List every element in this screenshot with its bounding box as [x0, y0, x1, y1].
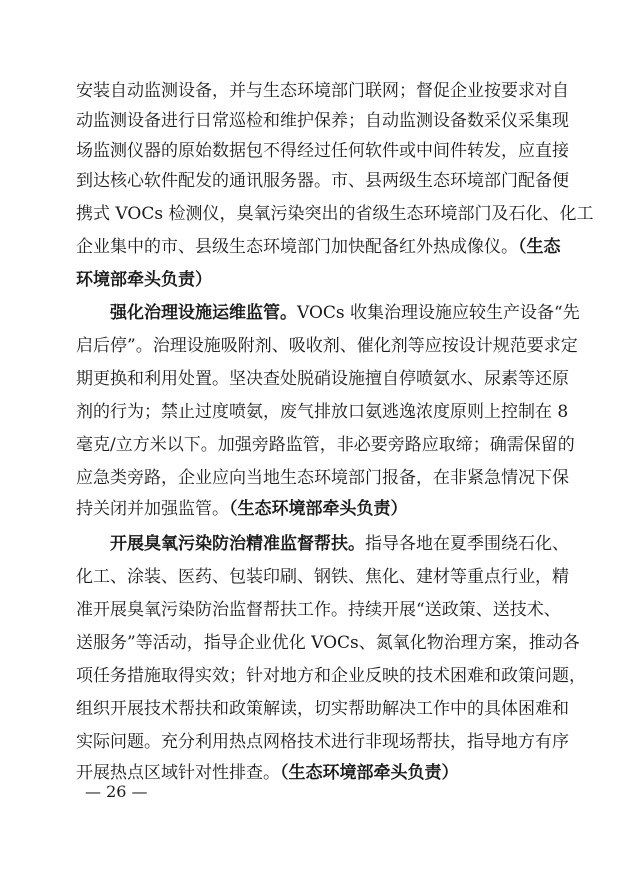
- body-line: 携式 VOCs 检测仪，臭氧污染突出的省级生态环境部门及石化、化工: [76, 204, 594, 224]
- body-text: VOCs 收集治理设施应较生产设备“先: [297, 303, 580, 323]
- responsibility-note: （生态环境部牵头负责）: [229, 499, 408, 519]
- section-heading: 强化治理设施运维监管。: [110, 303, 297, 323]
- body-line: 剂的行为；禁止过度喷氨，废气排放口氨逃逸浓度原则上控制在 8: [76, 402, 569, 422]
- body-text: 指导各地在夏季围绕石化、: [365, 534, 569, 554]
- responsibility-note: （生态: [518, 237, 561, 257]
- body-line: 准开展臭氧污染防治监督帮扶工作。持续开展“送政策、送技术、: [76, 600, 561, 620]
- body-line: 组织开展技术帮扶和政策解读，切实帮助解决工作中的具体困难和: [76, 699, 569, 719]
- body-line: 送服务”等活动，指导企业优化 VOCs、氮氧化物治理方案，推动各: [76, 633, 580, 653]
- responsibility-note: 环境部牵头负责）: [76, 270, 212, 290]
- body-line: 应急类旁路，企业应向当地生态环境部门报备，在非紧急情况下保: [76, 468, 569, 488]
- body-line: 项任务措施取得实效；针对地方和企业反映的技术困难和政策问题，: [76, 666, 586, 686]
- body-line: 动监测设备进行日常巡检和维护保养；自动监测设备数采仪采集现: [76, 111, 569, 131]
- body-line: 实际问题。充分利用热点网格技术进行非现场帮扶，指导地方有序: [76, 732, 569, 752]
- responsibility-note: （生态环境部牵头负责）: [280, 763, 459, 783]
- body-line: [76, 494, 552, 524]
- body-line: 毫克/立方米以下。加强旁路监管，非必要旁路应取缔；确需保留的: [76, 435, 575, 455]
- section-heading-line: [76, 529, 569, 559]
- body-line: 场监测仪器的原始数据包不得经过任何软件或中间件转发，应直接: [76, 141, 569, 161]
- body-line: 期更换和利用处置。坚决查处脱硝设施擅自停喷氨水、尿素等还原: [76, 369, 569, 389]
- page-number: — 26 —: [85, 782, 148, 801]
- body-line: 化工、涂装、医药、包装印刷、钢铁、焦化、建材等重点行业，精: [76, 567, 569, 587]
- body-line: 安装自动监测设备，并与生态环境部门联网；督促企业按要求对自: [76, 81, 569, 101]
- section-heading-line: [76, 298, 580, 328]
- section-heading: 开展臭氧污染防治精准监督帮扶。: [110, 534, 365, 554]
- body-text: 企业集中的市、县级生态环境部门加快配备红外热成像仪。: [76, 237, 518, 257]
- body-line: 启后停”。治理设施吸附剂、吸收剂、催化剂等应按设计规范要求定: [76, 336, 578, 356]
- body-line: 到达核心软件配发的通讯服务器。市、县两级生态环境部门配备便: [76, 171, 569, 191]
- body-line: [76, 232, 561, 262]
- body-line: [76, 265, 552, 295]
- body-text: 开展热点区域针对性排查。: [76, 763, 280, 783]
- body-text: 持关闭并加强监管。: [76, 499, 229, 519]
